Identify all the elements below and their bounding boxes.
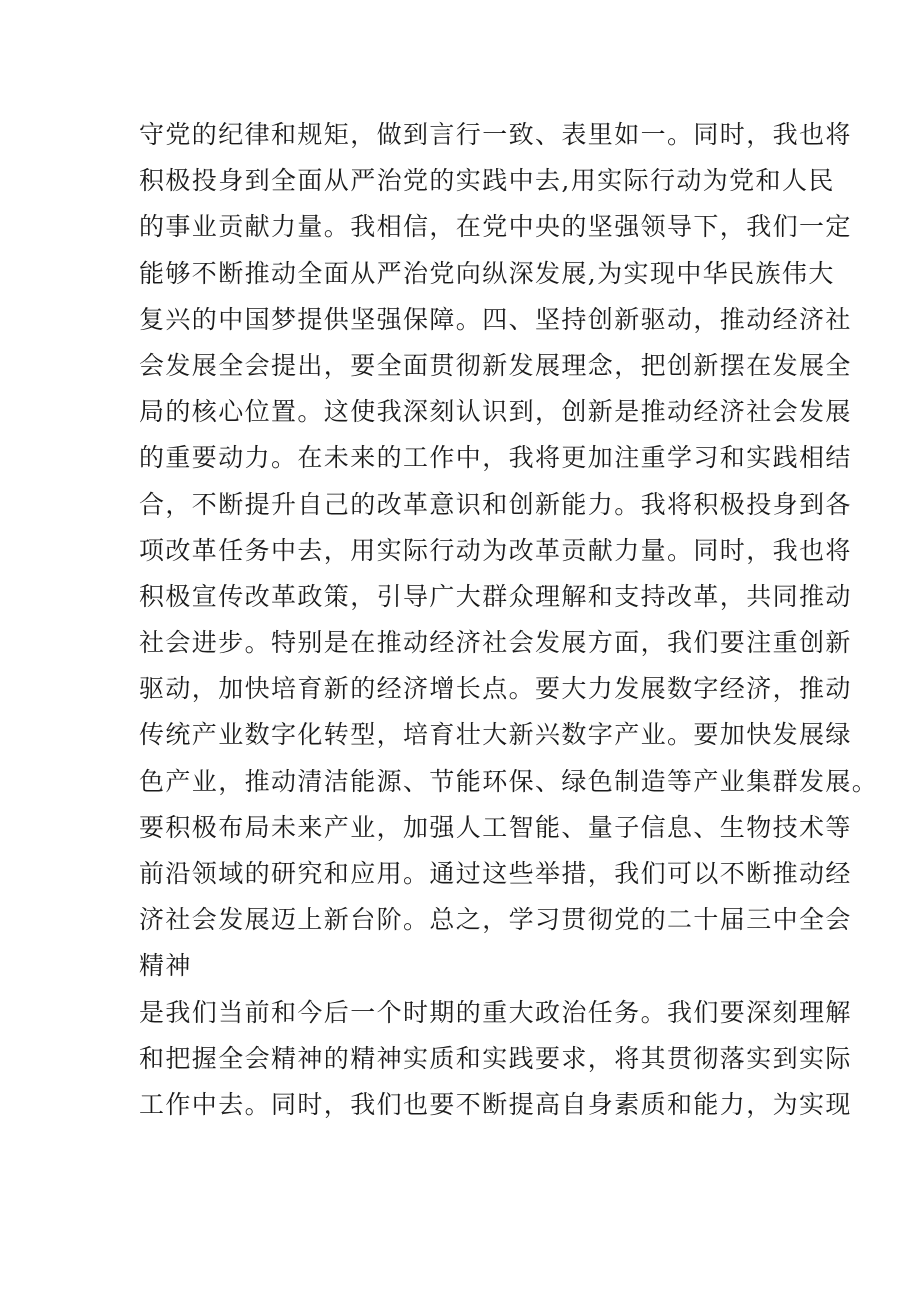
text-line-17: 前沿领域的研究和应用。通过这些举措，我们可以不断推动经 [139, 859, 852, 888]
text-line-1: 守党的纪律和规矩，做到言行一致、表里如一。同时，我也将 [139, 120, 852, 149]
text-line-20: 是我们当前和今后一个时期的重大政治任务。我们要深刻理解 [139, 997, 852, 1027]
text-line-22: 工作中去。同时，我们也要不断提高自身素质和能力，为实现 [139, 1089, 852, 1119]
text-line-9: 合，不断提升自己的改革意识和创新能力。我将积极投身到各 [139, 489, 852, 519]
text-line-6: 会发展全会提出，要全面贯彻新发展理念，把创新摆在发展全 [139, 350, 852, 380]
text-line-21: 和把握全会精神的精神实质和实践要求，将其贯彻落实到实际 [139, 1043, 852, 1073]
text-line-19: 精神 [139, 951, 192, 981]
text-line-12: 社会进步。特别是在推动经济社会发展方面，我们要注重创新 [139, 628, 852, 658]
text-line-4: 能够不断推动全面从严治党向纵深发展,为实现中华民族伟大 [139, 258, 835, 288]
text-line-13: 驱动，加快培育新的经济增长点。要大力发展数字经济，推动 [139, 674, 852, 704]
text-line-2: 积极投身到全面从严治党的实践中去,用实际行动为党和人民 [139, 166, 835, 196]
text-line-18: 济社会发展迈上新台阶。总之，学习贯彻党的二十届三中全会 [139, 905, 852, 935]
text-line-11: 积极宣传改革政策，引导广大群众理解和支持改革，共同推动 [139, 581, 852, 611]
text-line-7: 局的核心位置。这使我深刻认识到，创新是推动经济社会发展 [139, 397, 852, 427]
text-line-14: 传统产业数字化转型，培育壮大新兴数字产业。要加快发展绿 [139, 720, 852, 750]
body-text [139, 112, 879, 1128]
text-line-15: 色产业，推动清洁能源、节能环保、绿色制造等产业集群发展。 [139, 766, 879, 796]
text-line-3: 的事业贡献力量。我相信，在党中央的坚强领导下，我们一定 [139, 212, 852, 242]
text-line-5: 复兴的中国梦提供坚强保障。四、坚持创新驱动，推动经济社 [139, 304, 852, 334]
text-line-8: 的重要动力。在未来的工作中，我将更加注重学习和实践相结 [139, 443, 852, 473]
text-line-10: 项改革任务中去，用实际行动为改革贡献力量。同时，我也将 [139, 535, 852, 565]
text-line-16: 要积极布局未来产业，加强人工智能、量子信息、生物技术等 [139, 812, 852, 842]
